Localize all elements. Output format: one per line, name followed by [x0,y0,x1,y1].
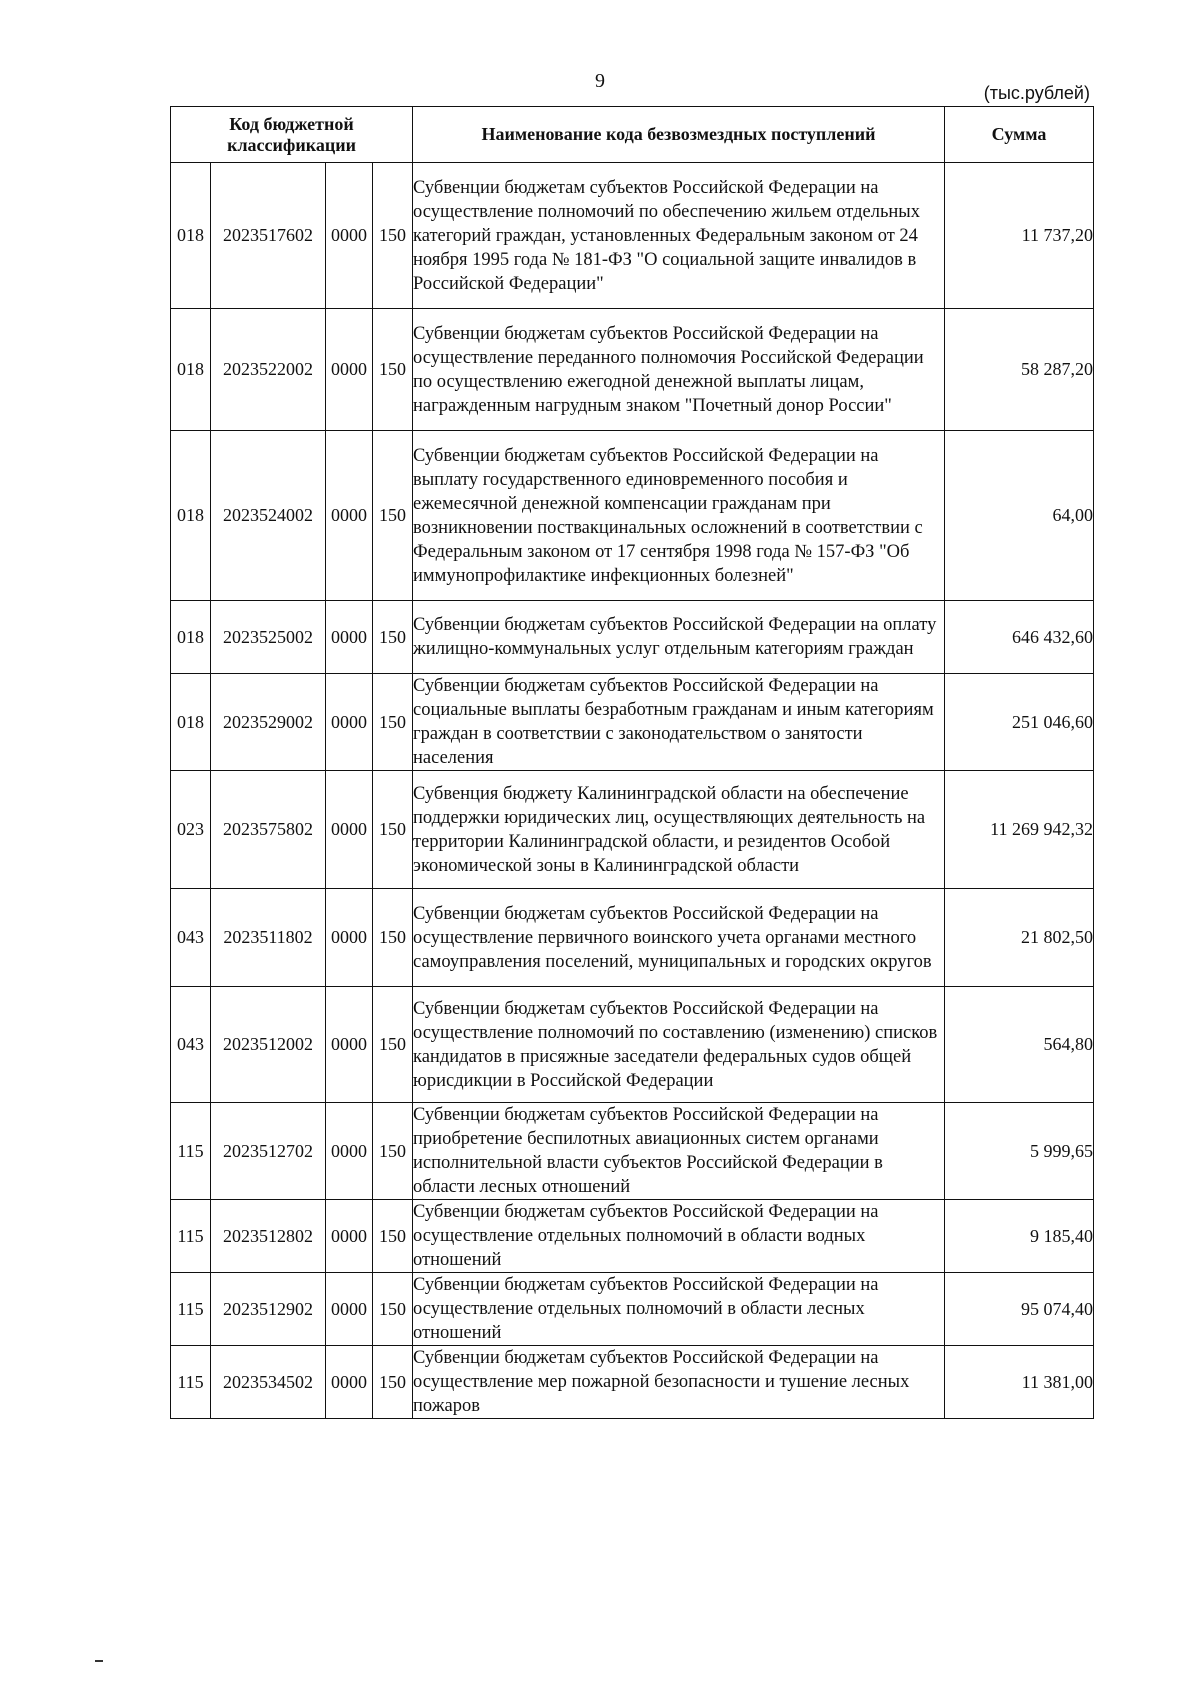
cell-admin: 023 [171,771,211,889]
revenue-table [170,106,1094,1419]
cell-code: 2023517602 [211,163,326,309]
cell-kind: 150 [373,163,413,309]
cell-code: 2023524002 [211,431,326,601]
cell-name: Субвенции бюджетам субъектов Российской Федерации на осуществление мер пожарной безопасности и тушение лесных пожаров [413,1346,945,1419]
cell-admin: 018 [171,431,211,601]
header-name: Наименование кода безвозмездных поступлений [413,107,945,163]
table-header-row [171,107,1094,163]
cell-kind: 150 [373,889,413,987]
cell-kind: 150 [373,601,413,674]
cell-name: Субвенции бюджетам субъектов Российской Федерации на социальные выплаты безработным гражданам и иным категориям граждан в соответствии с законодательством о занятости населения [413,674,945,771]
cell-name: Субвенции бюджетам субъектов Российской Федерации на выплату государственного единовременного пособия и ежемесячной денежной компенсации гражданам при возникновении поствакцинальных осложнений в соответствии с Федеральным законом от 17 сентября 1998 года № 157-ФЗ "Об иммунопрофилактике инфекционных болезней" [413,431,945,601]
table-row [171,889,1094,987]
cell-name: Субвенция бюджету Калининградской области на обеспечение поддержки юридических лиц, осуществляющих деятельность на территории Калининградской области, и резидентов Особой экономической зоны в Калининградской области [413,771,945,889]
cell-sub: 0000 [326,1103,373,1200]
cell-admin: 043 [171,987,211,1103]
cell-kind: 150 [373,431,413,601]
table-row [171,674,1094,771]
cell-kind: 150 [373,1200,413,1273]
table-row [171,1273,1094,1346]
table-row [171,771,1094,889]
table-row [171,309,1094,431]
table-row [171,1346,1094,1419]
cell-kind: 150 [373,674,413,771]
cell-kind: 150 [373,1103,413,1200]
cell-sub: 0000 [326,1273,373,1346]
cell-sum: 564,80 [945,987,1094,1103]
cell-name: Субвенции бюджетам субъектов Российской Федерации на оплату жилищно-коммунальных услуг отдельным категориям граждан [413,601,945,674]
cell-code: 2023512702 [211,1103,326,1200]
cell-sub: 0000 [326,163,373,309]
table-row [171,431,1094,601]
cell-kind: 150 [373,771,413,889]
cell-sum: 58 287,20 [945,309,1094,431]
table-body [171,163,1094,1419]
cell-sub: 0000 [326,674,373,771]
cell-sub: 0000 [326,987,373,1103]
cell-sum: 21 802,50 [945,889,1094,987]
cell-sub: 0000 [326,889,373,987]
cell-name: Субвенции бюджетам субъектов Российской Федерации на осуществление полномочий по составлению (изменению) списков кандидатов в присяжные заседатели федеральных судов общей юрисдикции в Российской Федерации [413,987,945,1103]
cell-kind: 150 [373,1346,413,1419]
cell-sum: 251 046,60 [945,674,1094,771]
cell-sub: 0000 [326,771,373,889]
cell-admin: 115 [171,1346,211,1419]
cell-sum: 11 269 942,32 [945,771,1094,889]
cell-sub: 0000 [326,1346,373,1419]
cell-code: 2023511802 [211,889,326,987]
cell-code: 2023512902 [211,1273,326,1346]
cell-name: Субвенции бюджетам субъектов Российской Федерации на приобретение беспилотных авиационных систем органами исполнительной власти субъектов Российской Федерации в области лесных отношений [413,1103,945,1200]
cell-sub: 0000 [326,431,373,601]
page-number: 9 [595,70,605,92]
cell-sub: 0000 [326,601,373,674]
cell-name: Субвенции бюджетам субъектов Российской Федерации на осуществление первичного воинского учета органами местного самоуправления поселений, муниципальных и городских округов [413,889,945,987]
cell-sum: 95 074,40 [945,1273,1094,1346]
cell-admin: 115 [171,1103,211,1200]
cell-sum: 646 432,60 [945,601,1094,674]
cell-admin: 018 [171,163,211,309]
cell-name: Субвенции бюджетам субъектов Российской Федерации на осуществление отдельных полномочий в области лесных отношений [413,1273,945,1346]
cell-sub: 0000 [326,309,373,431]
cell-admin: 018 [171,309,211,431]
header-sum: Сумма [945,107,1094,163]
header-code: Код бюджетной классификации [171,107,413,163]
units-label: (тыс.рублей) [983,83,1090,103]
cell-code: 2023529002 [211,674,326,771]
cell-admin: 115 [171,1200,211,1273]
cell-name: Субвенции бюджетам субъектов Российской Федерации на осуществление отдельных полномочий в области водных отношений [413,1200,945,1273]
table-row [171,163,1094,309]
cell-kind: 150 [373,1273,413,1346]
cell-name: Субвенции бюджетам субъектов Российской Федерации на осуществление полномочий по обеспечению жильем отдельных категорий граждан, установленных Федеральным законом от 24 ноября 1995 года № 181-ФЗ "О социальной защите инвалидов в Российской Федерации" [413,163,945,309]
margin-mark [95,1660,103,1662]
cell-sum: 9 185,40 [945,1200,1094,1273]
cell-admin: 043 [171,889,211,987]
cell-sum: 11 381,00 [945,1346,1094,1419]
cell-code: 2023575802 [211,771,326,889]
table-row [171,1200,1094,1273]
cell-sub: 0000 [326,1200,373,1273]
cell-sum: 5 999,65 [945,1103,1094,1200]
cell-code: 2023534502 [211,1346,326,1419]
cell-kind: 150 [373,309,413,431]
cell-kind: 150 [373,987,413,1103]
cell-sum: 11 737,20 [945,163,1094,309]
cell-code: 2023512802 [211,1200,326,1273]
cell-code: 2023525002 [211,601,326,674]
cell-admin: 115 [171,1273,211,1346]
cell-code: 2023522002 [211,309,326,431]
cell-admin: 018 [171,674,211,771]
table-row [171,1103,1094,1200]
cell-admin: 018 [171,601,211,674]
cell-sum: 64,00 [945,431,1094,601]
table-row [171,601,1094,674]
table-row [171,987,1094,1103]
cell-code: 2023512002 [211,987,326,1103]
cell-name: Субвенции бюджетам субъектов Российской Федерации на осуществление переданного полномочия Российской Федерации по осуществлению ежегодной денежной выплаты лицам, награжденным нагрудным знаком "Почетный донор России" [413,309,945,431]
